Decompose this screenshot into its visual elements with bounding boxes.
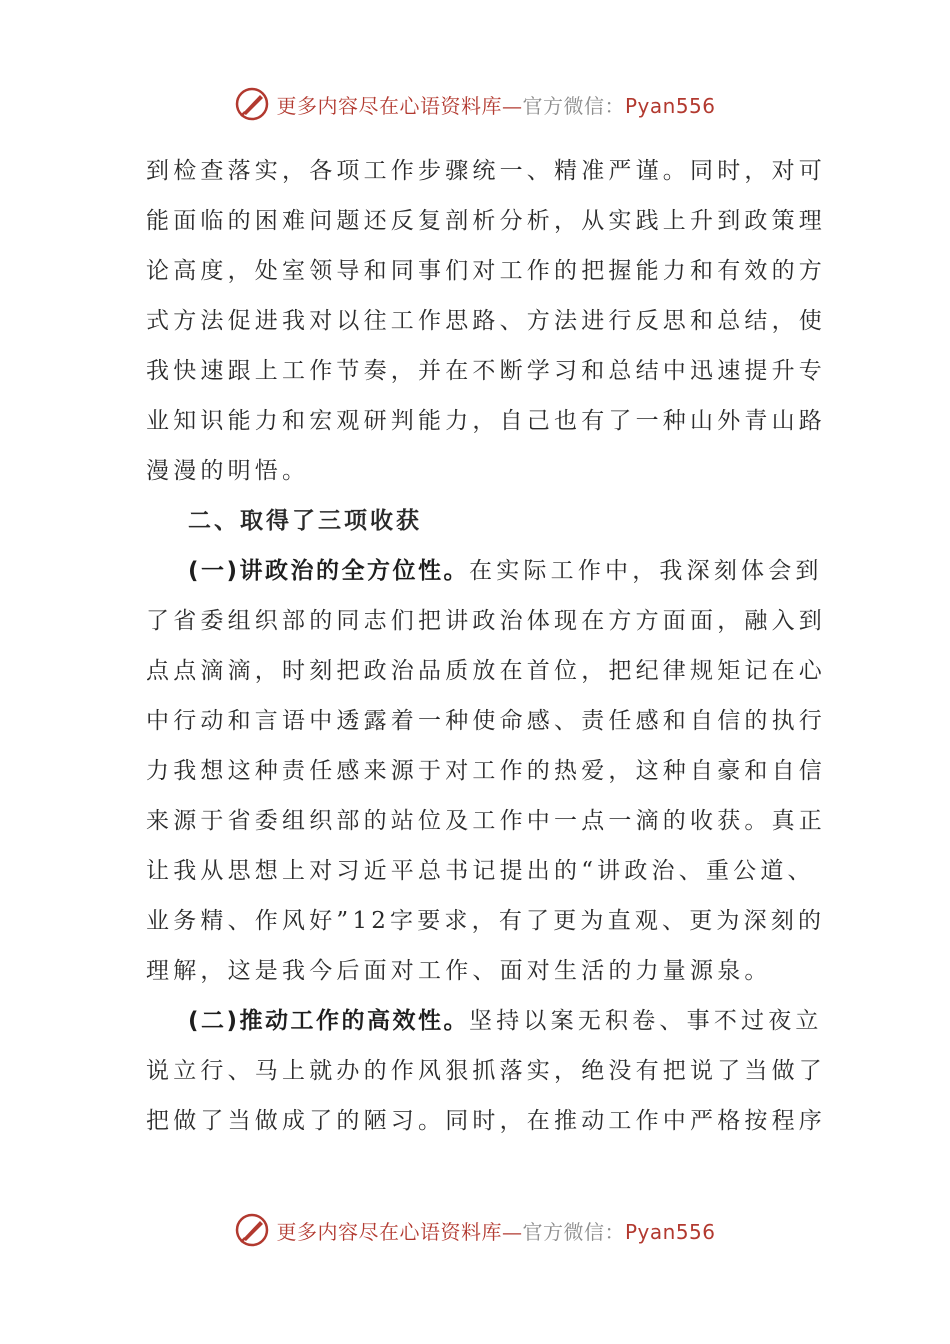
text-line: 业务精、作风好”12字要求，有了更为直观、更为深刻的 [146, 908, 826, 934]
watermark-main: 更多内容尽在心语资料库 [276, 1219, 502, 1244]
text-line: 业知识能力和宏观研判能力，自己也有了一种山外青山路 [146, 408, 826, 434]
text-line: 中行动和言语中透露着一种使命感、责任感和自信的执行 [146, 708, 826, 734]
watermark-wx-label: 官方微信： [522, 1219, 625, 1244]
watermark-main: 更多内容尽在心语资料库 [276, 93, 502, 118]
text-line: 来源于省委组织部的站位及工作中一点一滴的收获。真正 [146, 808, 826, 834]
item2-first-text: 坚持以案无积卷、事不过夜立 [469, 1008, 823, 1034]
text-line: 论高度，处室领导和同事们对工作的把握能力和有效的方 [146, 258, 826, 284]
item1-first-text: 在实际工作中，我深刻体会到 [469, 558, 823, 584]
watermark-wx-id: Pyan556 [624, 1219, 716, 1244]
quill-logo-icon [234, 1212, 270, 1248]
quill-logo-icon [234, 86, 270, 122]
header-watermark [0, 84, 950, 124]
watermark-wx-id: Pyan556 [624, 93, 716, 118]
text-line: 力我想这种责任感来源于对工作的热爱，这种自豪和自信 [146, 758, 826, 784]
text-line: 到检查落实，各项工作步骤统一、精准严谨。同时，对可 [146, 158, 826, 184]
watermark-dash: — [501, 93, 523, 118]
footer-watermark [0, 1210, 950, 1250]
item1-first-line [146, 546, 823, 596]
watermark-wx-label: 官方微信： [522, 93, 625, 118]
text-line: 式方法促进我对以往工作思路、方法进行反思和总结，使 [146, 308, 826, 334]
text-line: 说立行、马上就办的作风狠抓落实，绝没有把说了当做了 [146, 1058, 826, 1084]
watermark-dash: — [501, 1219, 523, 1244]
text-line: 点点滴滴，时刻把政治品质放在首位，把纪律规矩记在心 [146, 658, 826, 684]
item2-title: (二)推动工作的高效性。 [188, 1008, 470, 1034]
item2-first-line [146, 996, 823, 1046]
document-body [146, 146, 826, 1146]
text-line: 能面临的困难问题还反复剖析分析，从实践上升到政策理 [146, 208, 826, 234]
text-line: 我快速跟上工作节奏，并在不断学习和总结中迅速提升专 [146, 358, 826, 384]
text-line: 让我从思想上对习近平总书记提出的“讲政治、重公道、 [146, 858, 815, 884]
text-line: 把做了当做成了的陋习。同时，在推动工作中严格按程序 [146, 1108, 826, 1134]
text-line: 了省委组织部的同志们把讲政治体现在方方面面，融入到 [146, 608, 826, 634]
text-line: 理解，这是我今后面对工作、面对生活的力量源泉。 [146, 958, 772, 984]
text-line: 漫漫的明悟。 [146, 458, 310, 484]
section-heading: 二、取得了三项收获 [188, 508, 422, 534]
item1-title: (一)讲政治的全方位性。 [188, 558, 470, 584]
